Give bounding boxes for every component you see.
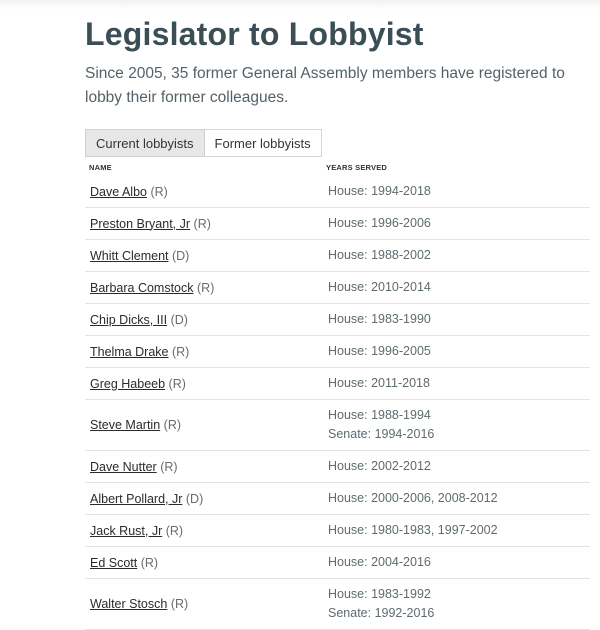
name-cell: [85, 418, 328, 432]
years-served-cell: [328, 406, 434, 444]
party-label: (R): [171, 344, 190, 359]
legislator-link[interactable]: Dave Nutter: [90, 459, 157, 474]
table-row: [85, 547, 590, 579]
party-label: (D): [170, 312, 188, 327]
tab-current-lobbyists[interactable]: Current lobbyists: [85, 129, 205, 157]
years-served-cell: [328, 457, 431, 476]
name-cell: [85, 345, 328, 359]
years-served-cell: [328, 521, 498, 540]
name-cell: [85, 249, 328, 263]
years-served-line: House: 2011-2018: [328, 376, 430, 390]
name-cell: [85, 185, 328, 199]
party-label: (R): [160, 459, 178, 474]
party-label: (R): [150, 184, 168, 199]
page-subtitle: Since 2005, 35 former General Assembly members have registered to lobby their former colleagues.: [85, 65, 565, 106]
years-served-cell: [328, 489, 498, 508]
name-cell: [85, 460, 328, 474]
legislator-link[interactable]: Whitt Clement: [90, 248, 169, 263]
years-served-cell: [328, 585, 434, 623]
legislator-link[interactable]: Dave Albo: [90, 184, 147, 199]
years-served-line: Senate: 1992-2016: [328, 606, 435, 620]
years-served-cell: [328, 342, 431, 361]
years-served-line: House: 1996-2006: [328, 216, 431, 230]
years-served-line: House: 2002-2012: [328, 459, 431, 473]
years-served-line: House: 1994-2018: [328, 184, 431, 198]
table-row: [85, 336, 590, 368]
table-row: [85, 483, 590, 515]
years-served-line: House: 1980-1983, 1997-2002: [328, 523, 498, 537]
name-cell: [85, 281, 328, 295]
years-served-line: Senate: 1994-2016: [328, 427, 435, 441]
name-cell: [85, 597, 328, 611]
years-served-cell: [328, 214, 431, 233]
years-served-cell: [328, 553, 431, 572]
table-row: [85, 515, 590, 547]
party-label: (R): [168, 376, 186, 391]
party-label: (R): [165, 523, 184, 538]
legislator-link[interactable]: Barbara Comstock: [90, 280, 194, 295]
table-row: [85, 272, 590, 304]
party-label: (D): [185, 491, 204, 506]
legislator-link[interactable]: Steve Martin: [90, 418, 161, 432]
tab-bar: [85, 129, 322, 157]
years-served-cell: [328, 246, 431, 265]
years-served-line: House: 1996-2005: [328, 344, 431, 358]
table-row: [85, 400, 590, 451]
legislator-link[interactable]: Greg Habeeb: [90, 376, 166, 391]
years-served-line: House: 1988-2002: [328, 248, 431, 262]
years-served-cell: [328, 374, 430, 393]
table-row: [85, 176, 590, 208]
page-title: Legislator to Lobbyist: [85, 16, 424, 52]
column-header-years-served: YEARS SERVED: [326, 163, 388, 172]
header-shadow: [0, 0, 600, 10]
legislator-link[interactable]: Jack Rust, Jr: [90, 523, 163, 538]
name-cell: [85, 313, 328, 327]
name-cell: [85, 377, 328, 391]
years-served-line: House: 1983-1990: [328, 312, 431, 326]
name-cell: [85, 217, 328, 231]
years-served-cell: [328, 278, 431, 297]
table-row: [85, 240, 590, 272]
years-served-cell: [328, 310, 431, 329]
years-served-line: House: 2010-2014: [328, 280, 431, 294]
table-row: [85, 368, 590, 400]
party-label: (R): [163, 418, 182, 432]
legislator-link[interactable]: Chip Dicks, III: [90, 312, 168, 327]
name-cell: [85, 524, 328, 538]
party-label: (R): [193, 216, 211, 231]
name-cell: [85, 492, 328, 506]
name-cell: [85, 556, 328, 570]
lobbyist-table: [85, 176, 590, 630]
table-row: [85, 579, 590, 630]
legislator-link[interactable]: Thelma Drake: [90, 344, 169, 359]
column-header-name: NAME: [89, 163, 112, 172]
party-label: (R): [197, 280, 215, 295]
years-served-line: House: 2004-2016: [328, 555, 431, 569]
legislator-link[interactable]: Preston Bryant, Jr: [90, 216, 191, 231]
years-served-line: House: 1983-1992: [328, 587, 431, 601]
table-row: [85, 208, 590, 240]
legislator-link[interactable]: Walter Stosch: [90, 597, 168, 611]
tab-former-lobbyists[interactable]: Former lobbyists: [205, 129, 322, 157]
years-served-line: House: 2000-2006, 2008-2012: [328, 491, 498, 505]
years-served-cell: [328, 182, 431, 201]
table-row: [85, 304, 590, 336]
party-label: (D): [171, 248, 190, 263]
years-served-line: House: 1988-1994: [328, 408, 431, 422]
party-label: (R): [170, 597, 189, 611]
party-label: (R): [140, 555, 159, 570]
table-row: [85, 451, 590, 483]
legislator-link[interactable]: Ed Scott: [90, 555, 138, 570]
legislator-link[interactable]: Albert Pollard, Jr: [90, 491, 183, 506]
